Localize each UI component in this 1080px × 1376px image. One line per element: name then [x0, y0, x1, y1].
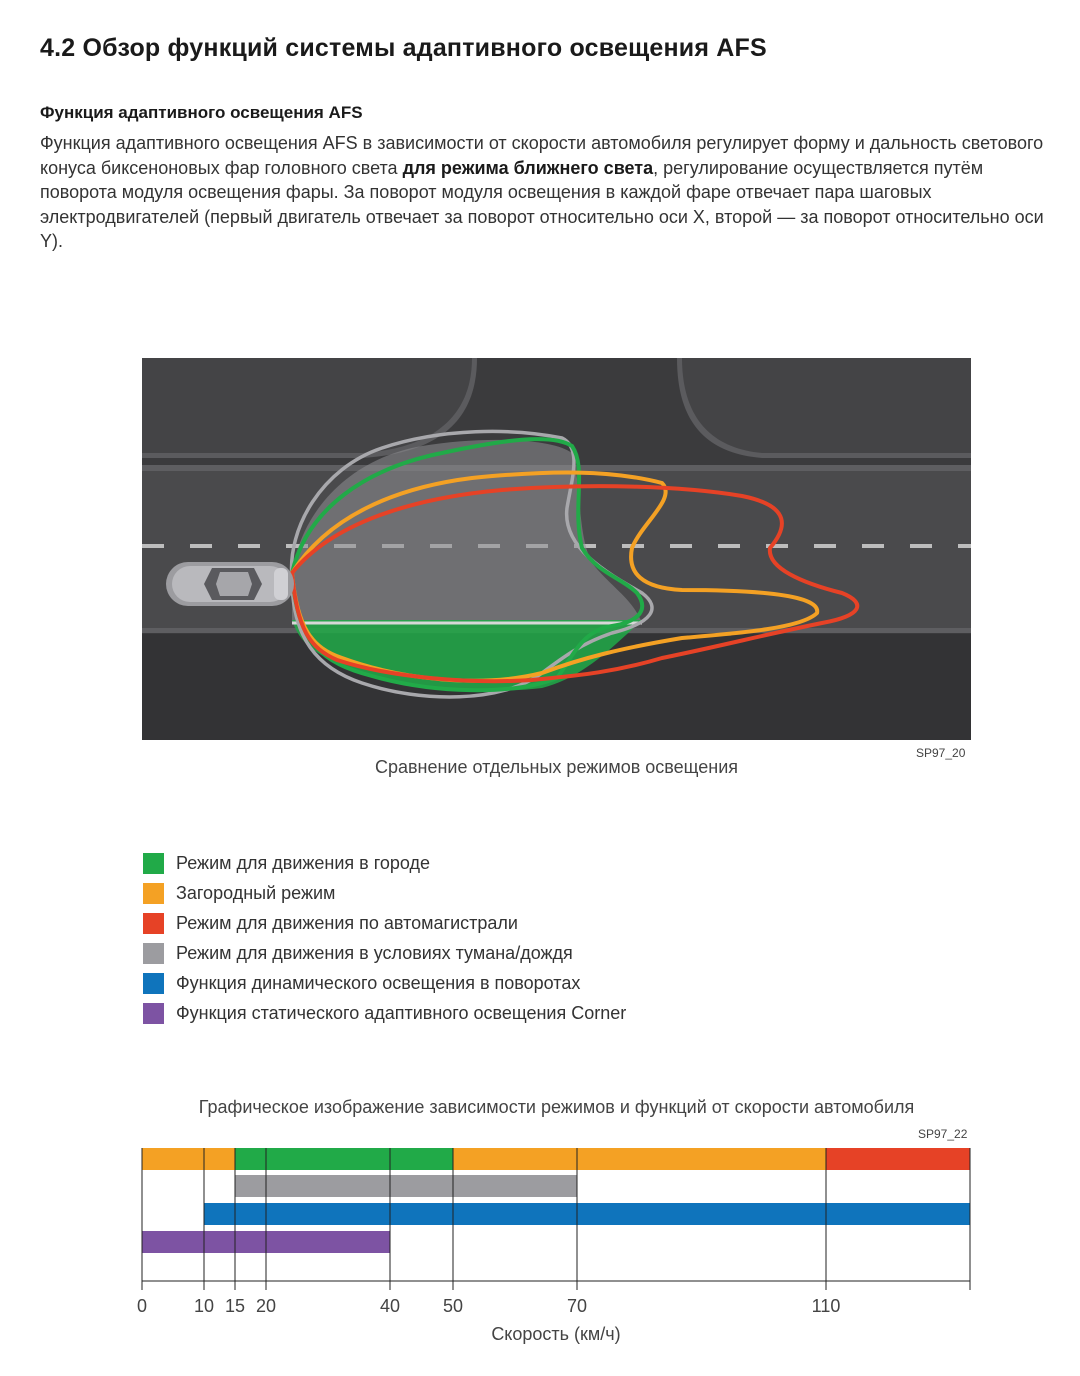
chart-tick-label: 50	[442, 1296, 464, 1316]
chart-bar	[235, 1175, 577, 1197]
legend-label: Режим для движения в городе	[176, 852, 431, 873]
paragraph-text-1: Функция адаптивного освещения AFS в зависимости от скорости автомобиля регулирует форму и дальность светового конуса биксеноновых фар головного света	[40, 133, 1044, 178]
legend-label: Режим для движения по автомагистрали	[176, 912, 518, 933]
legend-label: Режим для движения в условиях тумана/дождя	[176, 942, 573, 963]
chart-tick-label: 40	[379, 1296, 401, 1316]
chart-title: Графическое изображение зависимости режимов и функций от скорости автомобиля	[198, 1097, 915, 1117]
chart-xlabel: Скорость (км/ч)	[491, 1324, 621, 1344]
figure1-caption: Сравнение отдельных режимов освещения	[374, 757, 739, 777]
chart-tick-label: 0	[136, 1296, 148, 1316]
chart-code: SP97_22	[918, 1127, 968, 1141]
paragraph-text-2: , регулирование осуществляется путём поворота модуля освещения фары. За поворот модуля освещения в каждой фаре отвечает пара шаговых электродвигателей (первый двигатель отвечает за поворот относительно оси X, второй — за поворот относительно оси Y).	[40, 157, 1044, 251]
chart-bar	[204, 1203, 970, 1225]
chart-tick-label: 15	[224, 1296, 246, 1316]
chart-bar	[453, 1148, 826, 1170]
chart-tick-labels	[137, 1296, 840, 1316]
page-title: 4.2 Обзор функций системы адаптивного освещения AFS	[40, 34, 767, 62]
chart-tick-label: 110	[811, 1296, 841, 1316]
chart-bar	[235, 1148, 453, 1170]
legend-label: Функция статического адаптивного освещения Corner	[176, 1002, 627, 1023]
legend-label: Загородный режим	[176, 882, 336, 903]
section-subheading: Функция адаптивного освещения AFS	[40, 103, 363, 122]
chart-tick-label: 70	[566, 1296, 588, 1316]
chart-bar	[826, 1148, 970, 1170]
chart-tick-label: 10	[193, 1296, 215, 1316]
chart-bar	[142, 1148, 235, 1170]
paragraph-bold-text: для режима ближнего света	[402, 157, 654, 178]
figure1-code: SP97_20	[916, 746, 966, 760]
legend-label: Функция динамического освещения в поворотах	[176, 972, 581, 993]
chart-tick-label: 20	[255, 1296, 277, 1316]
